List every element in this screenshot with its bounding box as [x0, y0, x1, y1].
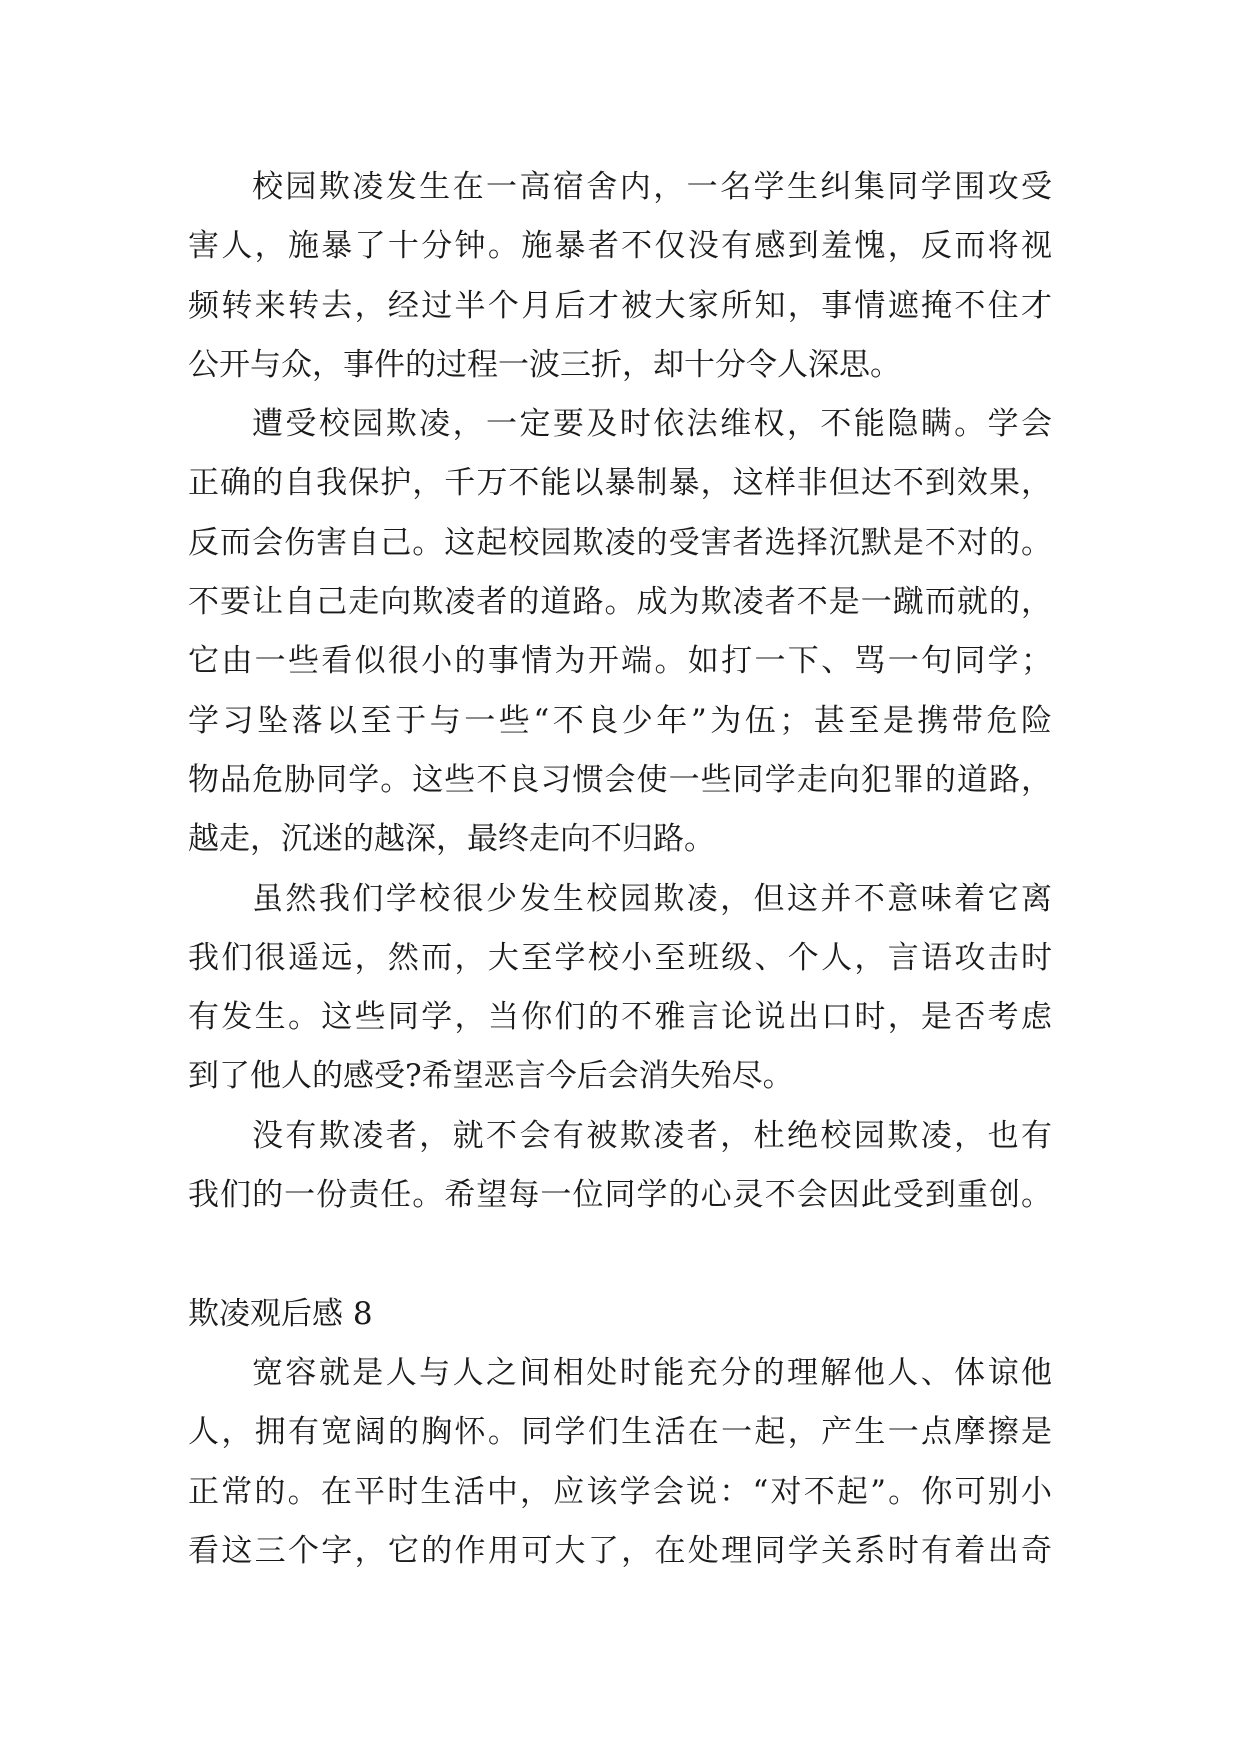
paragraph-1	[188, 158, 1052, 395]
paragraph-line: 物品危胁同学。这些不良习惯会使一些同学走向犯罪的道路，	[188, 761, 1052, 798]
paragraph-line: 反而会伤害自己。这起校园欺凌的受害者选择沉默是不对的。	[188, 524, 1052, 561]
paragraph-line: 越走，沉迷的越深，最终走向不归路。	[188, 821, 715, 858]
paragraph-line: 人，拥有宽阔的胸怀。同学们生活在一起，产生一点摩擦是	[188, 1414, 1052, 1451]
paragraph-line: 我们的一份责任。希望每一位同学的心灵不会因此受到重创。	[188, 1177, 1052, 1214]
paragraph-line: 频转来转去，经过半个月后才被大家所知，事情遮掩不住才	[188, 287, 1052, 324]
paragraph-line: 看这三个字，它的作用可大了，在处理同学关系时有着出奇	[188, 1532, 1052, 1569]
paragraph-line: 不要让自己走向欺凌者的道路。成为欺凌者不是一蹴而就的，	[188, 584, 1052, 621]
paragraph-line: 遭受校园欺凌，一定要及时依法维权，不能隐瞒。学会	[252, 406, 1052, 443]
paragraph-line: 我们很遥远，然而，大至学校小至班级、个人，言语攻击时	[188, 939, 1052, 976]
paragraph-2	[188, 395, 1052, 869]
paragraph-line: 校园欺凌发生在一高宿舍内，一名学生纠集同学围攻受	[252, 169, 1052, 205]
paragraph-line: 学习坠落以至于与一些“不良少年”为伍；甚至是携带危险	[188, 702, 1052, 739]
paragraph-line: 正常的。在平时生活中，应该学会说：“对不起”。你可别小	[188, 1473, 1052, 1510]
paragraph-line: 公开与众，事件的过程一波三折，却十分令人深思。	[188, 346, 901, 383]
paragraph-3	[188, 870, 1052, 1107]
paragraph-line: 没有欺凌者，就不会有被欺凌者，杜绝校园欺凌，也有	[252, 1117, 1052, 1154]
paragraph-line: 正确的自我保护，千万不能以暴制暴，这样非但达不到效果，	[188, 465, 1052, 502]
paragraph-line: 害人，施暴了十分钟。施暴者不仅没有感到羞愧，反而将视	[188, 228, 1052, 265]
paragraph-line: 它由一些看似很小的事情为开端。如打一下、骂一句同学；	[188, 643, 1052, 680]
paragraph-line: 到了他人的感受?希望恶言今后会消失殆尽。	[188, 1058, 794, 1095]
paragraph-line: 有发生。这些同学，当你们的不雅言论说出口时，是否考虑	[188, 999, 1052, 1036]
paragraph-line: 虽然我们学校很少发生校园欺凌，但这并不意味着它离	[252, 880, 1052, 917]
section-spacer	[188, 1225, 1052, 1284]
paragraph-4	[188, 1107, 1052, 1226]
paragraph-5	[188, 1344, 1052, 1581]
document-body	[188, 158, 1052, 1581]
section-heading: 欺凌观后感 8	[188, 1295, 373, 1332]
paragraph-line: 宽容就是人与人之间相处时能充分的理解他人、体谅他	[252, 1354, 1052, 1391]
